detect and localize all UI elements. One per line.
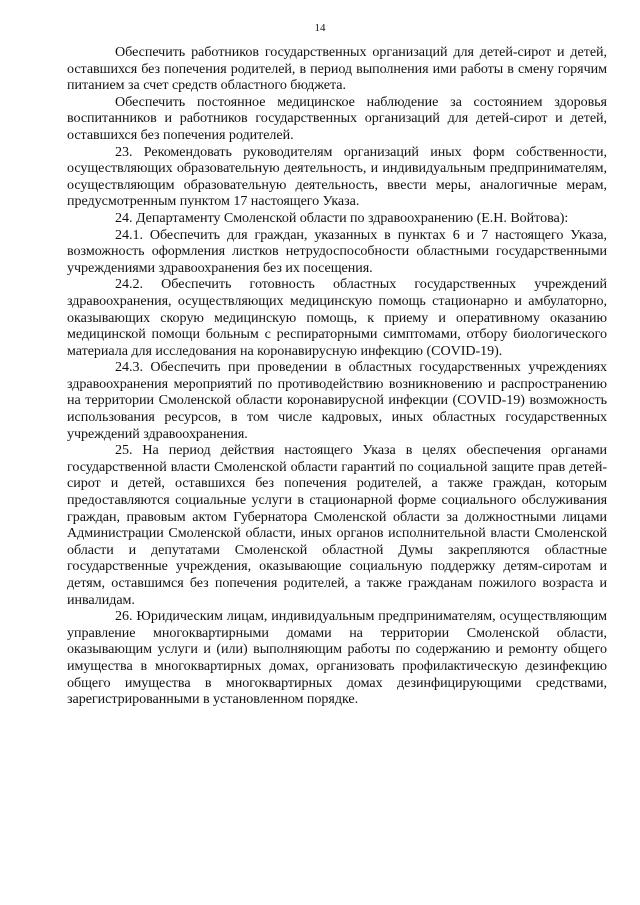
paragraph-meals: Обеспечить работников государственных организаций для детей-сирот и детей, оставшихся без попечения родителей, в период выполнения ими работы в смену горячим питанием за счет средств областного бюджета. <box>67 44 607 94</box>
paragraph-24-1: 24.1. Обеспечить для граждан, указанных в пунктах 6 и 7 настоящего Указа, возможность оформления листков нетрудоспособности областными государственными учреждениями здравоохранения без их посещения. <box>67 226 607 276</box>
paragraph-medical-observation: Обеспечить постоянное медицинское наблюдение за состоянием здоровья воспитанников и работников государственных организаций для детей-сирот и детей, оставшихся без попечения родителей. <box>67 93 607 143</box>
paragraph-26: 26. Юридическим лицам, индивидуальным предпринимателям, осуществляющим управление многоквартирными домами на территории Смоленской области, оказывающим услуги и (или) выполняющим работы по содержанию и ремонту общего имущества в многоквартирных домах, организовать профилактическую дезинфекцию общего имущества в многоквартирных домах дезинфицирующими средствами, зарегистрированными в установленном порядке. <box>67 608 607 708</box>
page-number: 14 <box>314 22 326 34</box>
document-body <box>67 44 607 708</box>
paragraph-24-3: 24.3. Обеспечить при проведении в областных государственных учреждениях здравоохранения мероприятий по противодействию возникновению и распространению на территории Смоленской области коронавирусной инфекции (COVID-19) возможность использования ресурсов, в том числе кадровых, иных областных государственных учреждений здравоохранения. <box>67 359 607 442</box>
paragraph-24-2: 24.2. Обеспечить готовность областных государственных учреждений здравоохранения, осуществляющих медицинскую помощь стационарно и амбулаторно, оказывающих скорую медицинскую помощь, к приему и оперативному оказанию медицинской помощи больным с респираторными симптомами, отбору биологического материала для исследования на коронавирусную инфекцию (COVID-19). <box>67 276 607 359</box>
paragraph-23: 23. Рекомендовать руководителям организаций иных форм собственности, осуществляющих образовательную деятельность, и индивидуальным предпринимателям, осуществляющим образовательную деятельность, ввести меры, аналогичные мерам, предусмотренным пунктом 17 настоящего Указа. <box>67 143 607 210</box>
paragraph-25: 25. На период действия настоящего Указа в целях обеспечения органами государственной власти Смоленской области гарантий по социальной защите прав детей-сирот и детей, оставшихся без попечения родителей, а также граждан, которым предоставляются социальные услуги в стационарной форме социального обслуживания граждан, правовым актом Губернатора Смоленской области за должностными лицами Администрации Смоленской области, иных органов исполнительной власти Смоленской области и депутатами Смоленской областной Думы закрепляются областные государственные учреждения, оказывающие социальную поддержку детям-сиротам и детям, оставшимся без попечения родителей, а также гражданам пожилого возраста и инвалидам. <box>67 442 607 608</box>
paragraph-24: 24. Департаменту Смоленской области по здравоохранению (Е.Н. Войтова): <box>115 209 569 226</box>
